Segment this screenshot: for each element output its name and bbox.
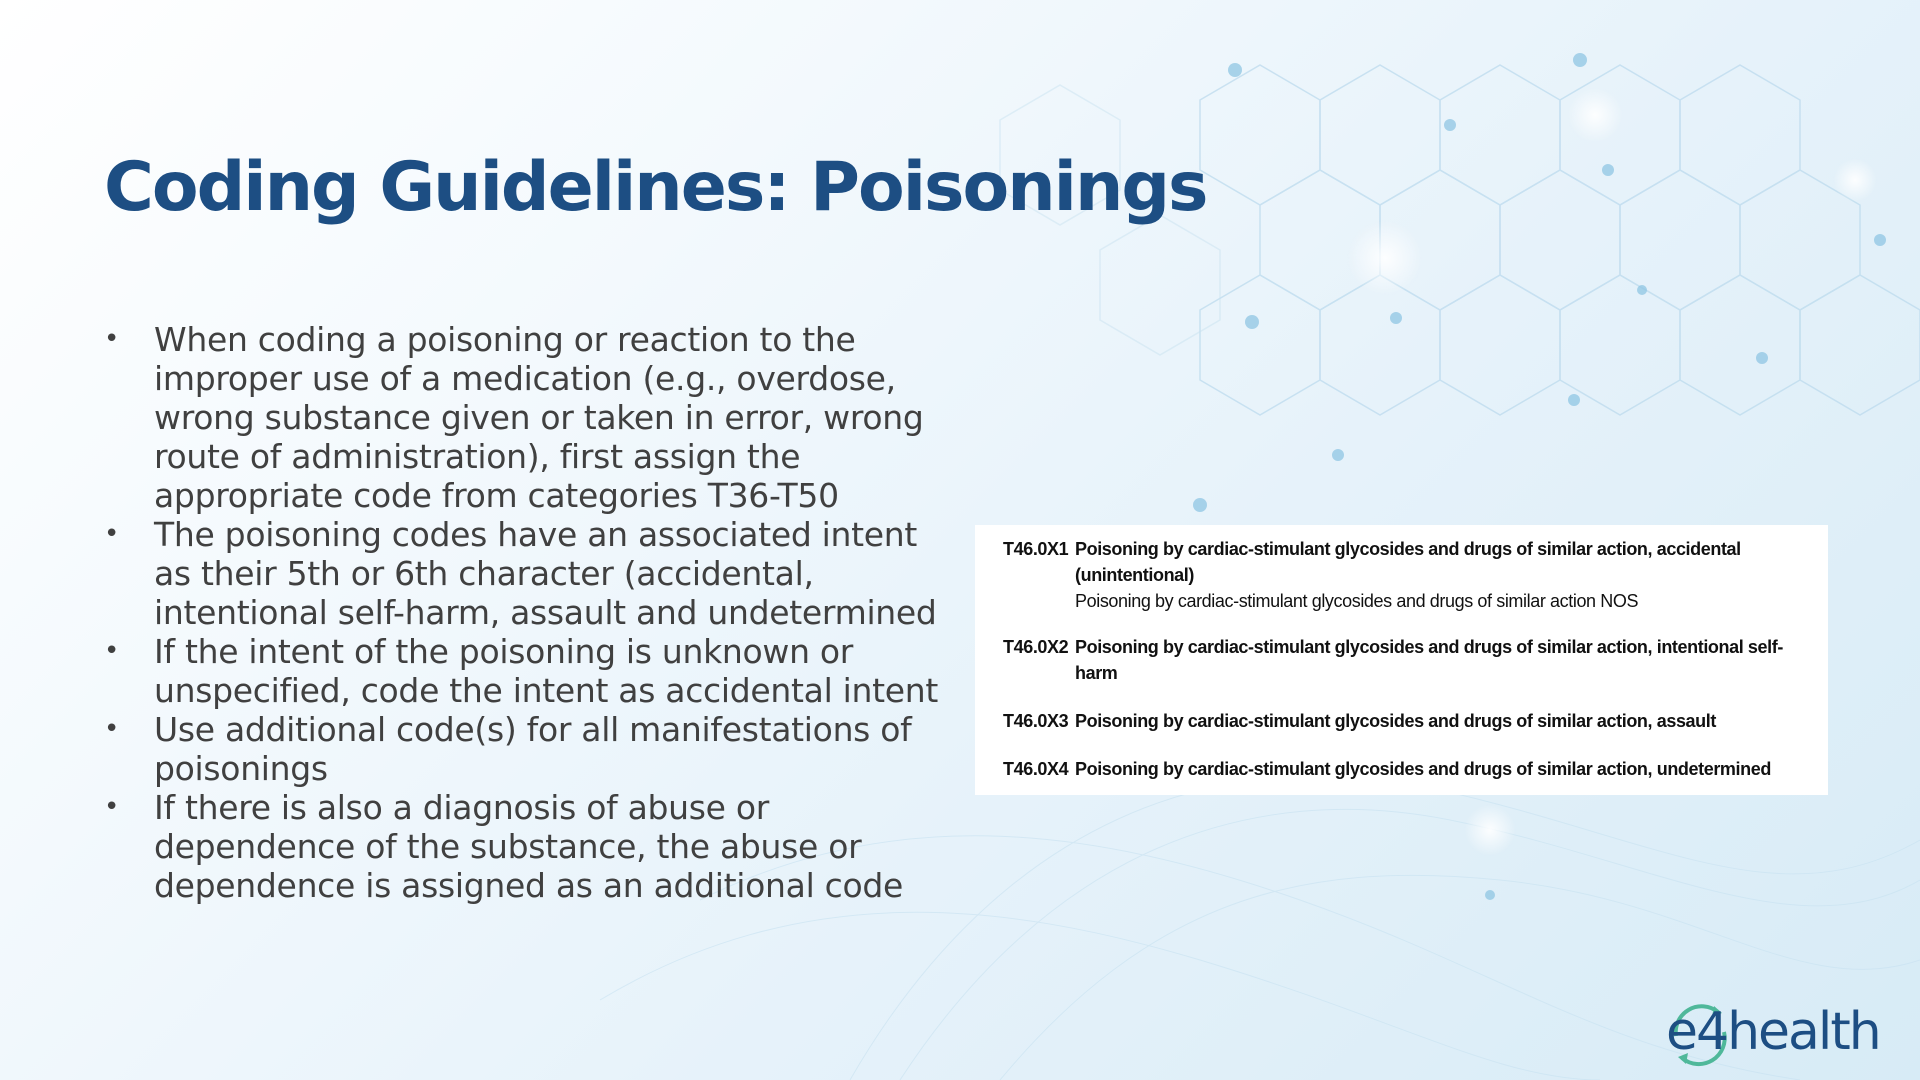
bullet-marker: • [104,324,120,354]
code-subtext: Poisoning by cardiac-stimulant glycosides and drugs of similar action NOS [1075,591,1639,611]
bullet-item [104,788,944,905]
bullet-text: The poisoning codes have an associated intent as their 5th or 6th character (accidental, intentional self-harm, assault and undetermined [154,515,937,632]
code-description: Poisoning by cardiac-stimulant glycosides and drugs of similar action, accidental (unintentional) [1075,539,1741,585]
code-description: Poisoning by cardiac-stimulant glycosides and drugs of similar action, assault [1075,711,1716,731]
bullet-text: If the intent of the poisoning is unknown or unspecified, code the intent as accidental intent [154,632,939,710]
bullet-text: When coding a poisoning or reaction to the improper use of a medication (e.g., overdose, wrong substance given or taken in error, wrong route of administration), first assign the appropriate code from categories T36-T50 [154,320,924,515]
bullet-list [104,320,944,905]
bullet-marker: • [104,792,120,822]
e4health-logo [1666,992,1880,1072]
code-label: T46.0X3 [1003,711,1069,731]
bullet-item [104,710,944,788]
bullet-marker: • [104,714,120,744]
code-description-block [1075,756,1816,782]
bullet-item [104,632,944,710]
code-description-block [1075,536,1816,614]
code-entry [1003,634,1816,686]
bullet-text: Use additional code(s) for all manifestations of poisonings [154,710,912,788]
bullet-item [104,515,944,632]
code-description: Poisoning by cardiac-stimulant glycosides and drugs of similar action, undetermined [1075,759,1771,779]
code-description: Poisoning by cardiac-stimulant glycosides and drugs of similar action, intentional self-harm [1075,637,1783,683]
code-description-block [1075,708,1816,734]
code-entry [1003,756,1816,782]
code-label: T46.0X1 [1003,539,1069,559]
slide-title: Coding Guidelines: Poisonings [104,148,1207,227]
logo-wordmark: e4health [1666,1002,1880,1062]
bullet-item [104,320,944,515]
code-entry [1003,708,1816,734]
bullet-marker: • [104,636,120,666]
bullet-marker: • [104,519,120,549]
code-entry [1003,536,1816,614]
icd-code-excerpt [975,525,1828,795]
bullet-text: If there is also a diagnosis of abuse or dependence of the substance, the abuse or dependence is assigned as an additional code [154,788,904,905]
code-description-block [1075,634,1816,686]
code-label: T46.0X4 [1003,759,1069,779]
code-label: T46.0X2 [1003,637,1069,657]
